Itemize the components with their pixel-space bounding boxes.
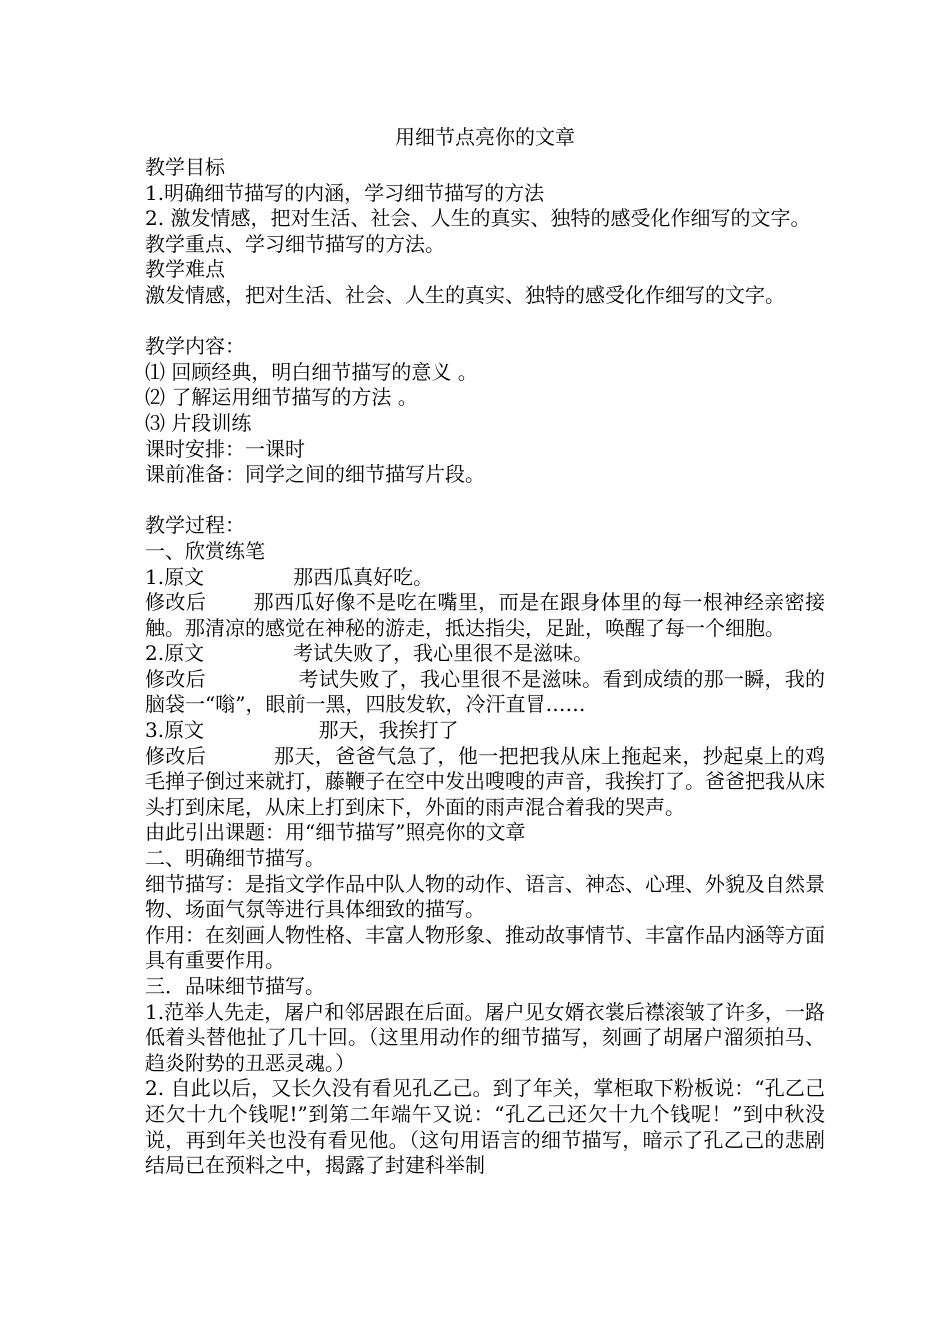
section-3-heading: 三．品味细节描写。 (145, 974, 325, 998)
definition: 细节描写：是指文学作品中队人物的动作、语言、神态、心理、外貌及自然景物、场面气氛等进行具体细致的描写。 (145, 871, 825, 922)
goal-1: 1.明确细节描写的内涵，学习细节描写的方法 (145, 180, 545, 205)
section-2-heading: 二、明确细节描写。 (145, 846, 325, 871)
goal-2: 2. 激发情感，把对生活、社会、人生的真实、独特的感受化作细写的文字。 (145, 206, 811, 231)
teaching-difficulty: 激发情感，把对生活、社会、人生的真实、独特的感受化作细写的文字。 (145, 282, 785, 307)
teaching-focus: 教学重点、学习细节描写的方法。 (145, 231, 445, 256)
analysis-1: 1.范举人先走，屠户和邻居跟在后面。屠户见女婿衣裳后襟滚皱了许多，一路低着头替他扯了几十回。（这里用动作的细节描写，刻画了胡屠户溜须拍马、趋炎附势的丑恶灵魂。） (145, 999, 825, 1075)
example-2-original: 2.原文 考试失败了，我心里很不是滋味。 (145, 641, 594, 666)
heading-teaching-process: 教学过程： (145, 513, 245, 538)
example-1-revised: 修改后 那西瓜好像不是吃在嘴里，而是在跟身体里的每一根神经亲密接触。那清凉的感觉在神秘的游走，抵达指尖，足趾，唤醒了每一个细胞。 (145, 590, 825, 640)
heading-teaching-content: 教学内容： (145, 334, 245, 359)
content-item-3: ⑶ 片段训练 (145, 410, 252, 435)
analysis-2: 2. 自此以后，又长久没有看见孔乙己。到了年关，掌柜取下粉板说：“孔乙己还欠十九个钱呢!”到第二年端午又说：“孔乙己还欠十九个钱呢！”到中秋没说，再到年关也没有看见他。（这句用语言的细节描写，暗示了孔乙己的悲剧结局已在预料之中，揭露了封建科举制 (145, 1076, 825, 1178)
blank-line (145, 488, 825, 514)
section-1-heading: 一、欣赏练笔 (145, 538, 265, 563)
blank-line (145, 309, 825, 335)
class-hours: 课时安排：一课时 (145, 436, 305, 461)
heading-teaching-goals: 教学目标 (145, 155, 225, 179)
document-body (145, 120, 825, 1179)
content-item-2: ⑵ 了解运用细节描写的方法 。 (145, 385, 418, 410)
content-item-1: ⑴ 回顾经典，明白细节描写的意义 。 (145, 359, 478, 384)
example-2-revised: 修改后 考试失败了，我心里很不是滋味。看到成绩的那一瞬，我的脑袋一“嗡”，眼前一黑，四肢发软，冷汗直冒…… (145, 666, 825, 717)
example-1-original: 1.原文 那西瓜真好吃。 (145, 564, 434, 589)
example-3-revised: 修改后 那天，爸爸气急了，他一把把我从床上拖起来，抄起桌上的鸡毛掸子倒过来就打，藤鞭子在空中发出嗖嗖的声音，我挨打了。爸爸把我从床头打到床尾，从床上打到床下，外面的雨声混合着我的哭声。 (145, 743, 825, 819)
heading-teaching-difficulty: 教学难点 (145, 257, 225, 282)
document-title: 用细节点亮你的文章 (395, 125, 575, 149)
function: 作用：在刻画人物性格、丰富人物形象、推动故事情节、丰富作品内涵等方面具有重要作用。 (145, 922, 825, 973)
lesson-topic-intro: 由此引出课题：用“细节描写”照亮你的文章 (145, 820, 526, 845)
preparation: 课前准备：同学之间的细节描写片段。 (145, 462, 485, 487)
example-3-original: 3.原文 那天，我挨打了 (145, 718, 459, 743)
